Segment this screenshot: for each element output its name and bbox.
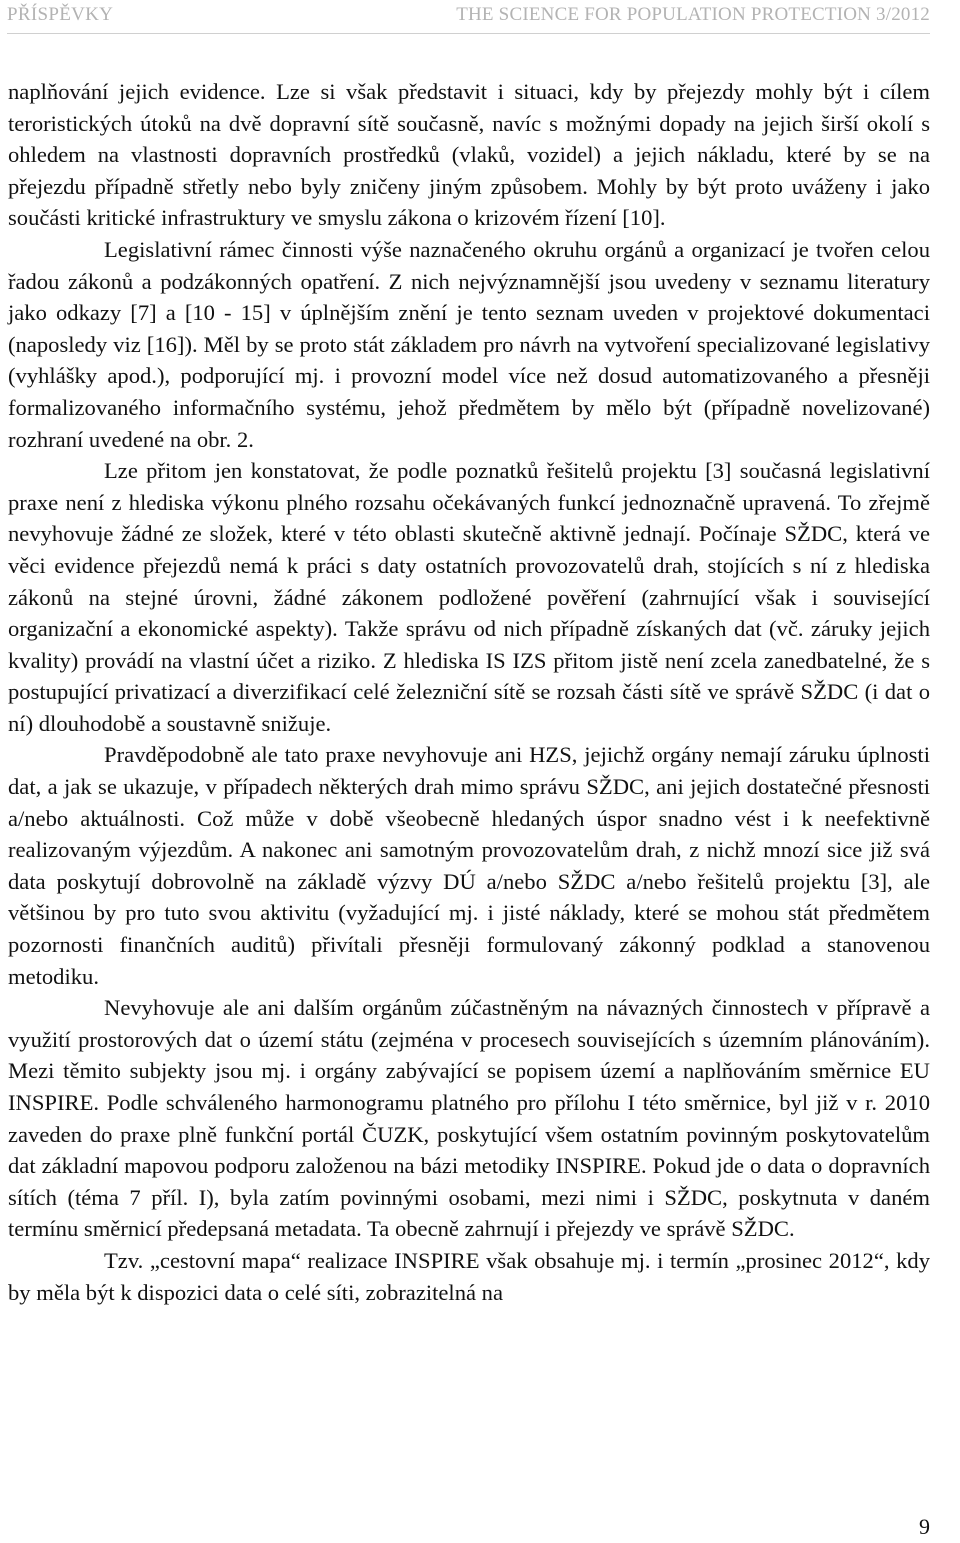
paragraph-roadmap: Tzv. „cestovní mapa“ realizace INSPIRE však obsahuje mj. i termín „prosinec 2012“, kdy by měla být k dispozici data o celé síti, zobrazitelná na — [8, 1247, 930, 1305]
page-header — [0, 4, 960, 30]
paragraph-inspire: Nevyhovuje ale ani dalším orgánům zúčastněným na návazných činnostech v přípravě a využití prostorových dat o území státu (zejména v procesech souvisejících s územním plánováním). Mezi těmito subjekty jsou mj. i orgány zabývající se popisem území a naplňováním směrnice EU INSPIRE. Podle schváleného harmonogramu platného pro přílohu I této směrnice, byl již v r. 2010 zaveden do praxe plně funkční portál ČUZK, poskytující všem ostatním povinným poskytovatelům dat základní mapovou podporu založenou na bázi metodiky INSPIRE. Pokud jde o data o dopravních sítích (téma 7 příl. I), byla zatím povinnými osobami, mezi nimi i SŽDC, poskytnuta v daném termínu směrnicí předepsaná metadata. Ta obecně zahrnují i přejezdy ve správě SŽDC. — [8, 995, 930, 1242]
paragraph-hzs: Pravděpodobně ale tato praxe nevyhovuje ani HZS, jejichž orgány nemají záruku úplnosti dat, a jak se ukazuje, v případech některých drah mimo správu SŽDC, ani jejich dostatečné přesnosti a/nebo aktuálnosti. Což může v době všeobecně hledaných úspor snadno vést i k neefektivně realizovaným výjezdům. A nakonec ani samotným provozovatelům drah, z nichž mnozí sice již svá data poskytují dobrovolně na základě výzvy DÚ a/nebo SŽDC a/nebo řešitelů projektu [3], ale většinou by pro tuto svou aktivitu (vyžadující mj. i jisté náklady, které se mohou stát předmětem pozornosti finančních auditů) přivítali přesněji formulovaný zákonný podklad a stanovenou metodiku. — [8, 742, 930, 989]
article-body — [8, 76, 930, 1308]
section-label: PŘÍSPĚVKY — [7, 4, 114, 25]
paragraph-legislative-framework: Legislativní rámec činnosti výše naznačeného okruhu orgánů a organizací je tvořen celou řadou zákonů a podzákonných opatření. Z nich nejvýznamnější jsou uvedeny v seznamu literatury jako odkazy [7] a [10 - 15] v úplnějším znění je tento seznam uveden v projektové dokumentaci (naposledy viz [16]). Měl by se proto stát základem pro návrh na vytvoření specializované legislativy (vyhlášky apod.), podporující mj. i provozní model více než dosud automatizovaného a přesněji formalizovaného informačního systému, jehož předmětem by mělo být (případně novelizované) rozhraní uvedené na obr. 2. — [8, 236, 930, 452]
paragraph-continuation: naplňování jejich evidence. Lze si však představit i situaci, kdy by přejezdy mohly být i cílem teroristických útoků na dvě dopravní sítě současně, navíc s možnými dopady na jejich širší okolí s ohledem na vlastnosti dopravních prostředků (vlaků, vozidel) a jejich nákladu, které by se na přejezdu případně střetly nebo byly zničeny jiným způsobem. Mohly by být proto uváženy i jako součásti kritické infrastruktury ve smyslu zákona o krizovém řízení [10]. — [8, 79, 930, 231]
journal-title: THE SCIENCE FOR POPULATION PROTECTION 3/2012 — [456, 4, 930, 25]
header-divider — [7, 33, 930, 34]
page-number: 9 — [919, 1514, 930, 1539]
paragraph-current-practice: Lze přitom jen konstatovat, že podle poznatků řešitelů projektu [3] současná legislativní praxe není z hlediska výkonu plného rozsahu očekávaných funkcí jednoznačně upravená. To zřejmě nevyhovuje žádné ze složek, které v této oblasti skutečně aktivně jednají. Počínaje SŽDC, která ve věci evidence přejezdů nemá k práci s daty ostatních provozovatelů drah, stojících s ní z hlediska zákonů na stejné úrovni, žádné zákonem podložené pověření (zahrnující však i související organizační a ekonomické aspekty). Takže správu od nich případně získaných dat (vč. záruky jejich kvality) provádí na vlastní účet a riziko. Z hlediska IS IZS přitom jistě není zcela zanedbatelné, že s postupující privatizací a diverzifikací celé železniční sítě se rozsah části sítě ve správě SŽDC (i dat o ní) dlouhodobě a soustavně snižuje. — [8, 458, 930, 736]
